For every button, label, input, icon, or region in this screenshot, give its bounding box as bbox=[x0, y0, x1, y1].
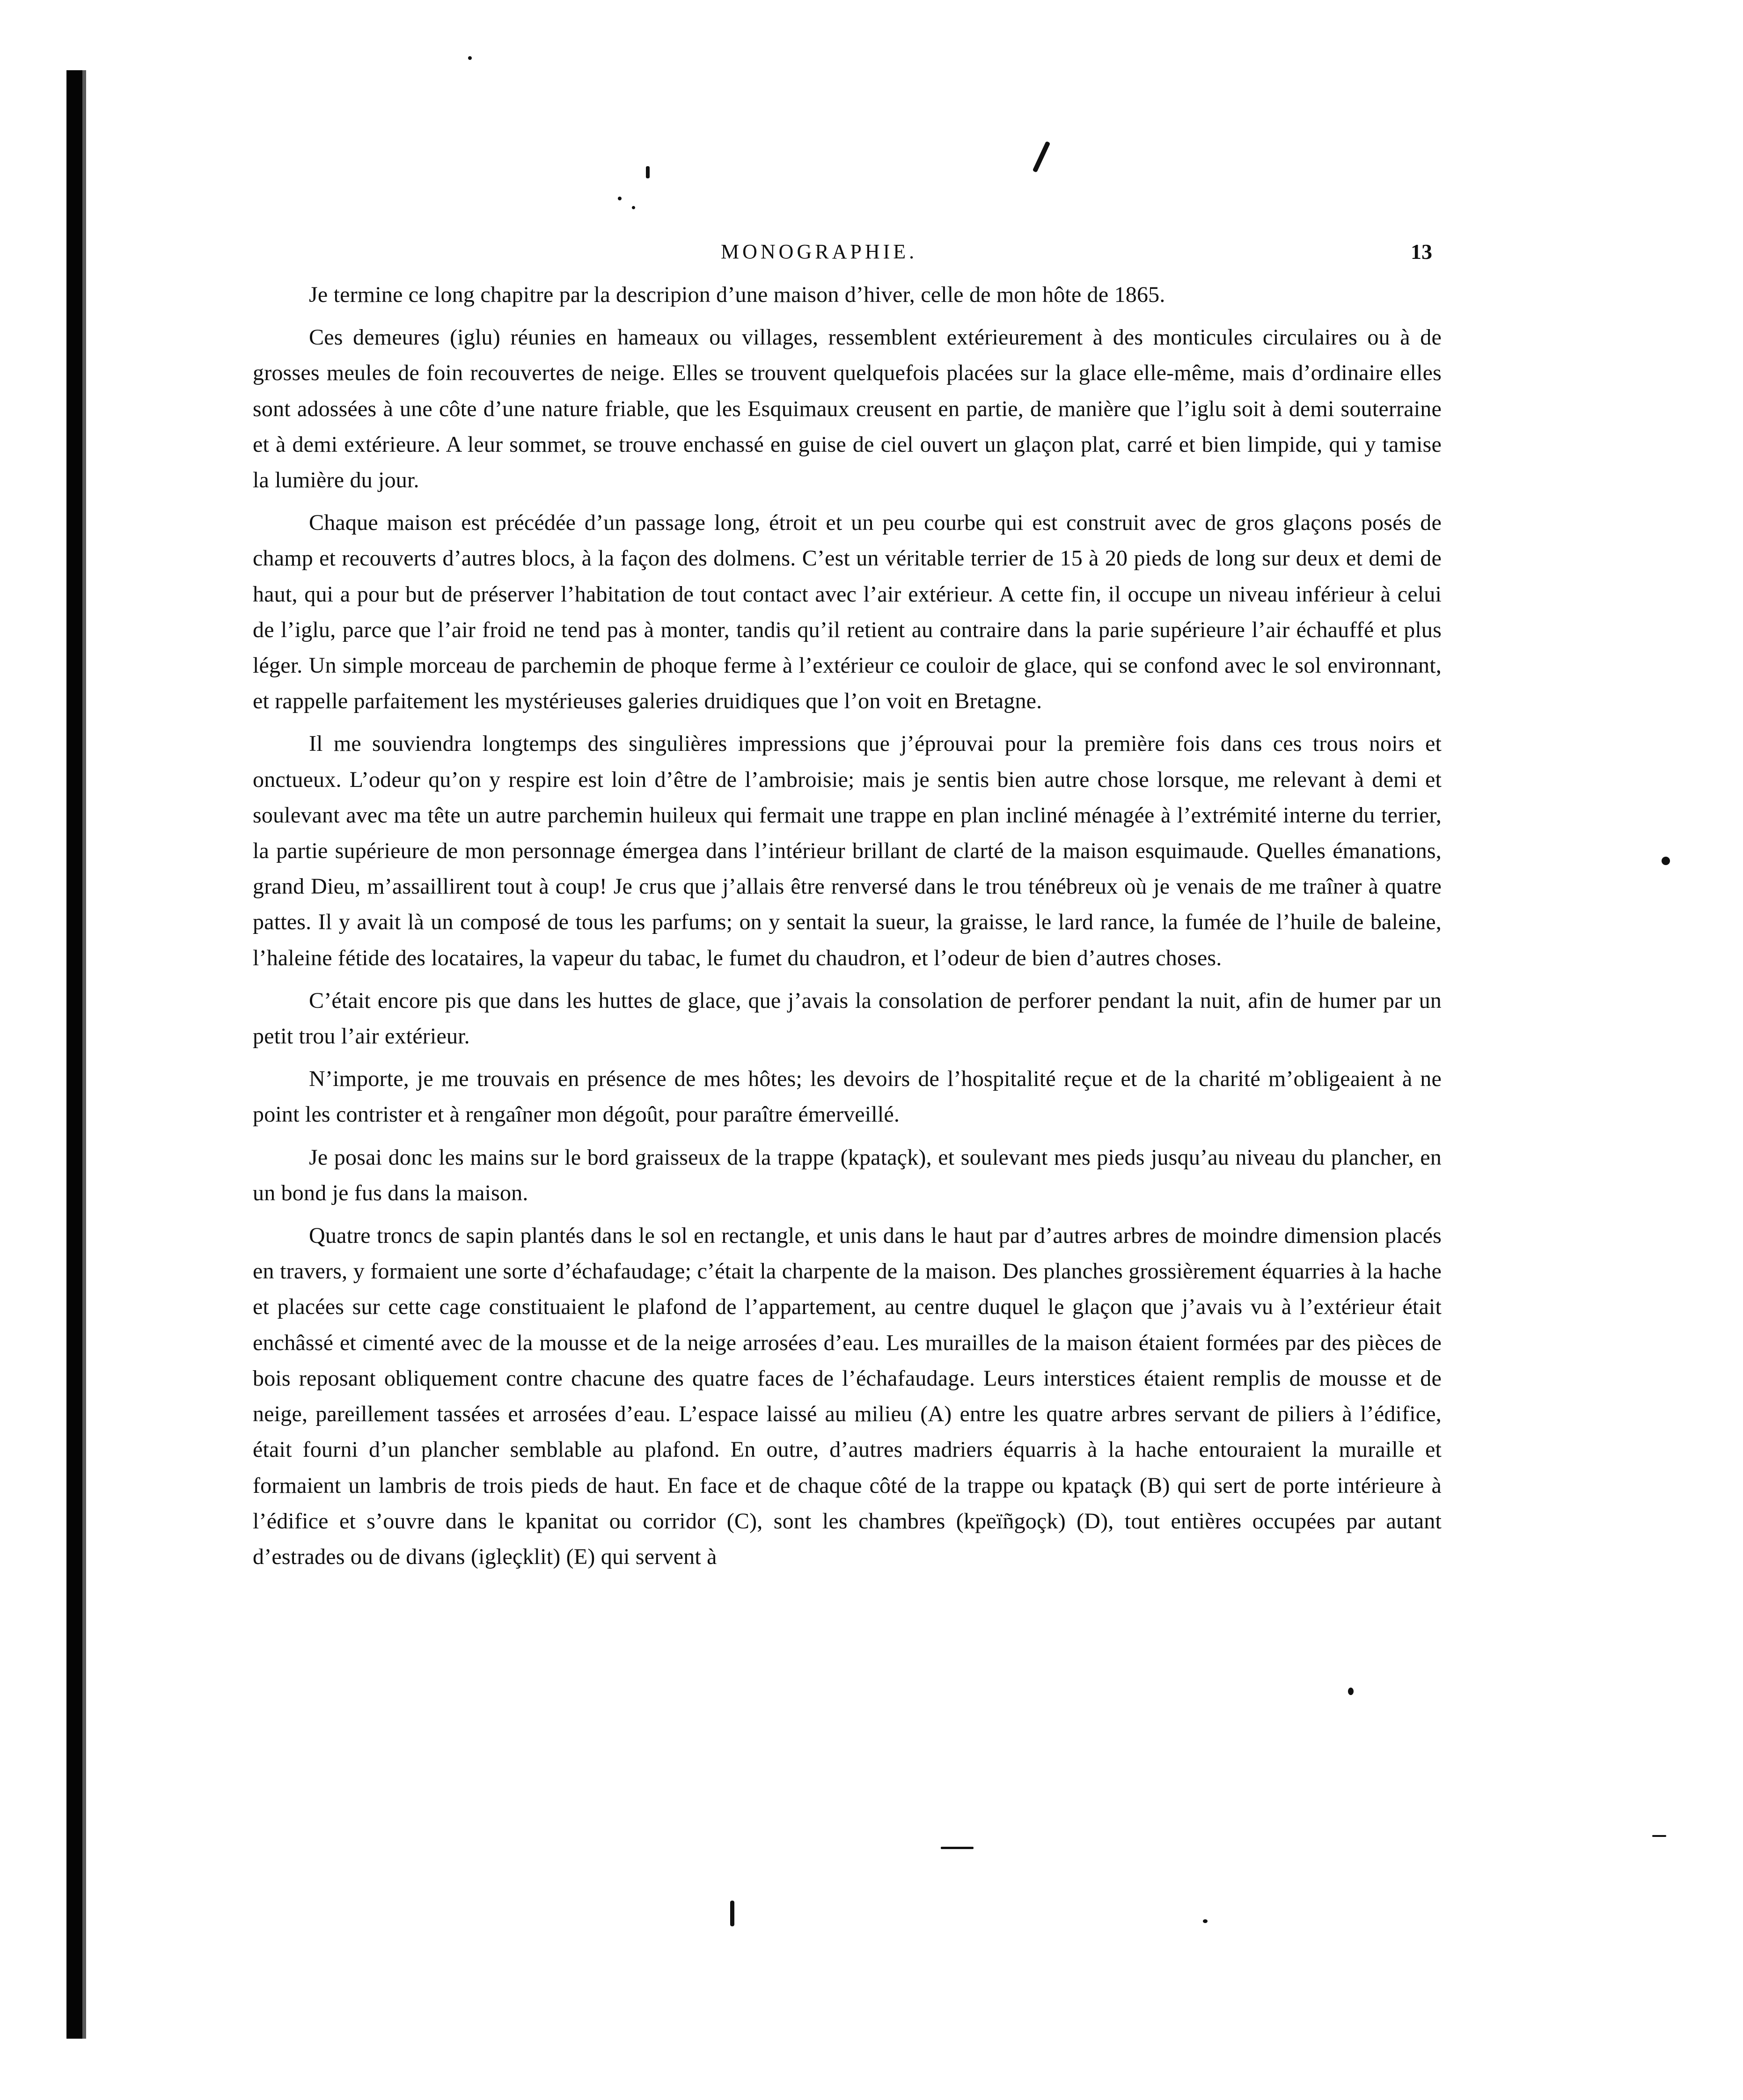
paragraph-first-impressions: Il me souviendra longtemps des singulières impressions que j’éprouvai pour la première fois dans ces trous noirs et onctueux. L’odeur qu’on y respire est loin d’être de l’ambroisie; mais je sentis bien autre chose lorsque, me relevant à demi et soulevant avec ma tête un autre parchemin huileux qui fermait une trappe en plan incliné ménagée à l’extrémité interne du terrier, la partie supérieure de mon personnage émergea dans l’intérieur brillant de clarté de la maison esquimaude. Quelles émanations, grand Dieu, m’assaillirent tout à coup! Je crus que j’allais être renversé dans le trou ténébreux où je venais de me traîner à quatre pattes. Il y avait là un composé de tous les parfums; on y sentait la sueur, la graisse, le lard rance, la fumée de l’huile de baleine, l’haleine fétide des locataires, la vapeur du tabac, le fumet du chaudron, et l’odeur de bien d’autres choses. bbox=[253, 731, 1442, 970]
scan-speck bbox=[1662, 857, 1670, 865]
paragraph-hospitality: N’importe, je me trouvais en présence de mes hôtes; les devoirs de l’hospitalité reçue et de la charité m’obligeaient à ne point les contrister et à rengaîner mon dégoût, pour paraître émerveillé. bbox=[253, 1066, 1442, 1127]
page-number: 13 bbox=[1411, 240, 1432, 264]
paragraph-ice-huts: C’était encore pis que dans les huttes de glace, que j’avais la consolation de perforer pendant la nuit, afin de humer par un petit trou l’air extérieur. bbox=[253, 988, 1442, 1049]
scan-speck bbox=[941, 1847, 974, 1849]
scan-speck bbox=[618, 197, 622, 200]
scan-speck bbox=[1348, 1688, 1354, 1695]
scan-speck bbox=[1652, 1835, 1666, 1837]
paragraph-house-structure: Quatre troncs de sapin plantés dans le sol en rectangle, et unis dans le haut par d’autres arbres de moindre dimension placés en travers, y formaient une sorte d’échafaudage; c’était la charpente de la maison. Des planches grossièrement équarries à la hache et placées sur cette cage constituaient le plafond de l’appartement, au centre duquel le glaçon que j’avais vu à l’extérieur était enchâssé et cimenté avec de la mousse et de la neige arrosées d’eau. Les murailles de la maison étaient formées par des pièces de bois reposant obliquement contre chacune des quatre faces de l’échafaudage. Leurs interstices étaient remplis de mousse et de neige, pareillement tassées et arrosées d’eau. L’espace laissé au milieu (A) entre les quatre arbres servant de piliers à l’édifice, était fourni d’un plancher semblable au plafond. En outre, d’autres madriers équarris à la hache entouraient la muraille et formaient un lambris de trois pieds de haut. En face et de chaque côté de la trappe ou kpataçk (B) qui sert de porte intérieure à l’édifice et s’ouvre dans le kpanitat ou corridor (C), sont les chambres (kpeïñgoçk) (D), tout entières occupées par autant d’estrades ou de divans (igleçklit) (E) qui servent à bbox=[253, 1223, 1442, 1569]
paragraph-intro: Je termine ce long chapitre par la descripion d’une maison d’hiver, celle de mon hôte de 1865. bbox=[309, 282, 1165, 307]
paragraph-iglu-description: Ces demeures (iglu) réunies en hameaux ou villages, ressemblent extérieurement à des monticules circulaires ou à de grosses meules de foin recouvertes de neige. Elles se trouvent quelquefois placées sur la glace elle-même, mais d’ordinaire elles sont adossées à une côte d’une nature friable, que les Esquimaux creusent en partie, de manière que l’iglu soit à demi souterraine et à demi extérieure. A leur sommet, se trouve enchassé en guise de ciel ouvert un glaçon plat, carré et bien limpide, qui y tamise la lumière du jour. bbox=[253, 325, 1442, 493]
scan-speck bbox=[632, 206, 635, 209]
running-title: MONOGRAPHIE. bbox=[721, 240, 918, 263]
paragraph-entrance-passage: Chaque maison est précédée d’un passage long, étroit et un peu courbe qui est construit avec de gros glaçons posés de champ et recouverts d’autres blocs, à la façon des dolmens. C’est un véritable terrier de 15 à 20 pieds de long sur deux et demi de haut, qui a pour but de préserver l’habitation de tout contact avec l’air extérieur. A cette fin, il occupe un niveau inférieur à celui de l’iglu, parce que l’air froid ne tend pas à monter, tandis qu’il retient au contraire dans la parie supérieure l’air échauffé et plus léger. Un simple morceau de parchemin de phoque ferme à l’extérieur ce couloir de glace, qui se confond avec le sol environnant, et rappelle parfaitement les mystérieuses galeries druidiques que l’on voit en Bretagne. bbox=[253, 510, 1442, 714]
page-header bbox=[253, 235, 1432, 268]
scan-binding-edge-shadow bbox=[82, 70, 86, 2039]
scan-binding-edge bbox=[66, 70, 84, 2039]
scan-speck bbox=[730, 1901, 734, 1926]
scan-speck bbox=[1033, 141, 1051, 173]
body-text bbox=[253, 277, 1442, 1582]
scan-speck bbox=[646, 166, 650, 178]
paragraph-trapdoor: Je posai donc les mains sur le bord graisseux de la trappe (kpataçk), et soulevant mes pieds jusqu’au niveau du plancher, en un bond je fus dans la maison. bbox=[253, 1145, 1442, 1205]
scan-speck bbox=[1203, 1919, 1208, 1923]
scan-speck bbox=[468, 56, 472, 60]
